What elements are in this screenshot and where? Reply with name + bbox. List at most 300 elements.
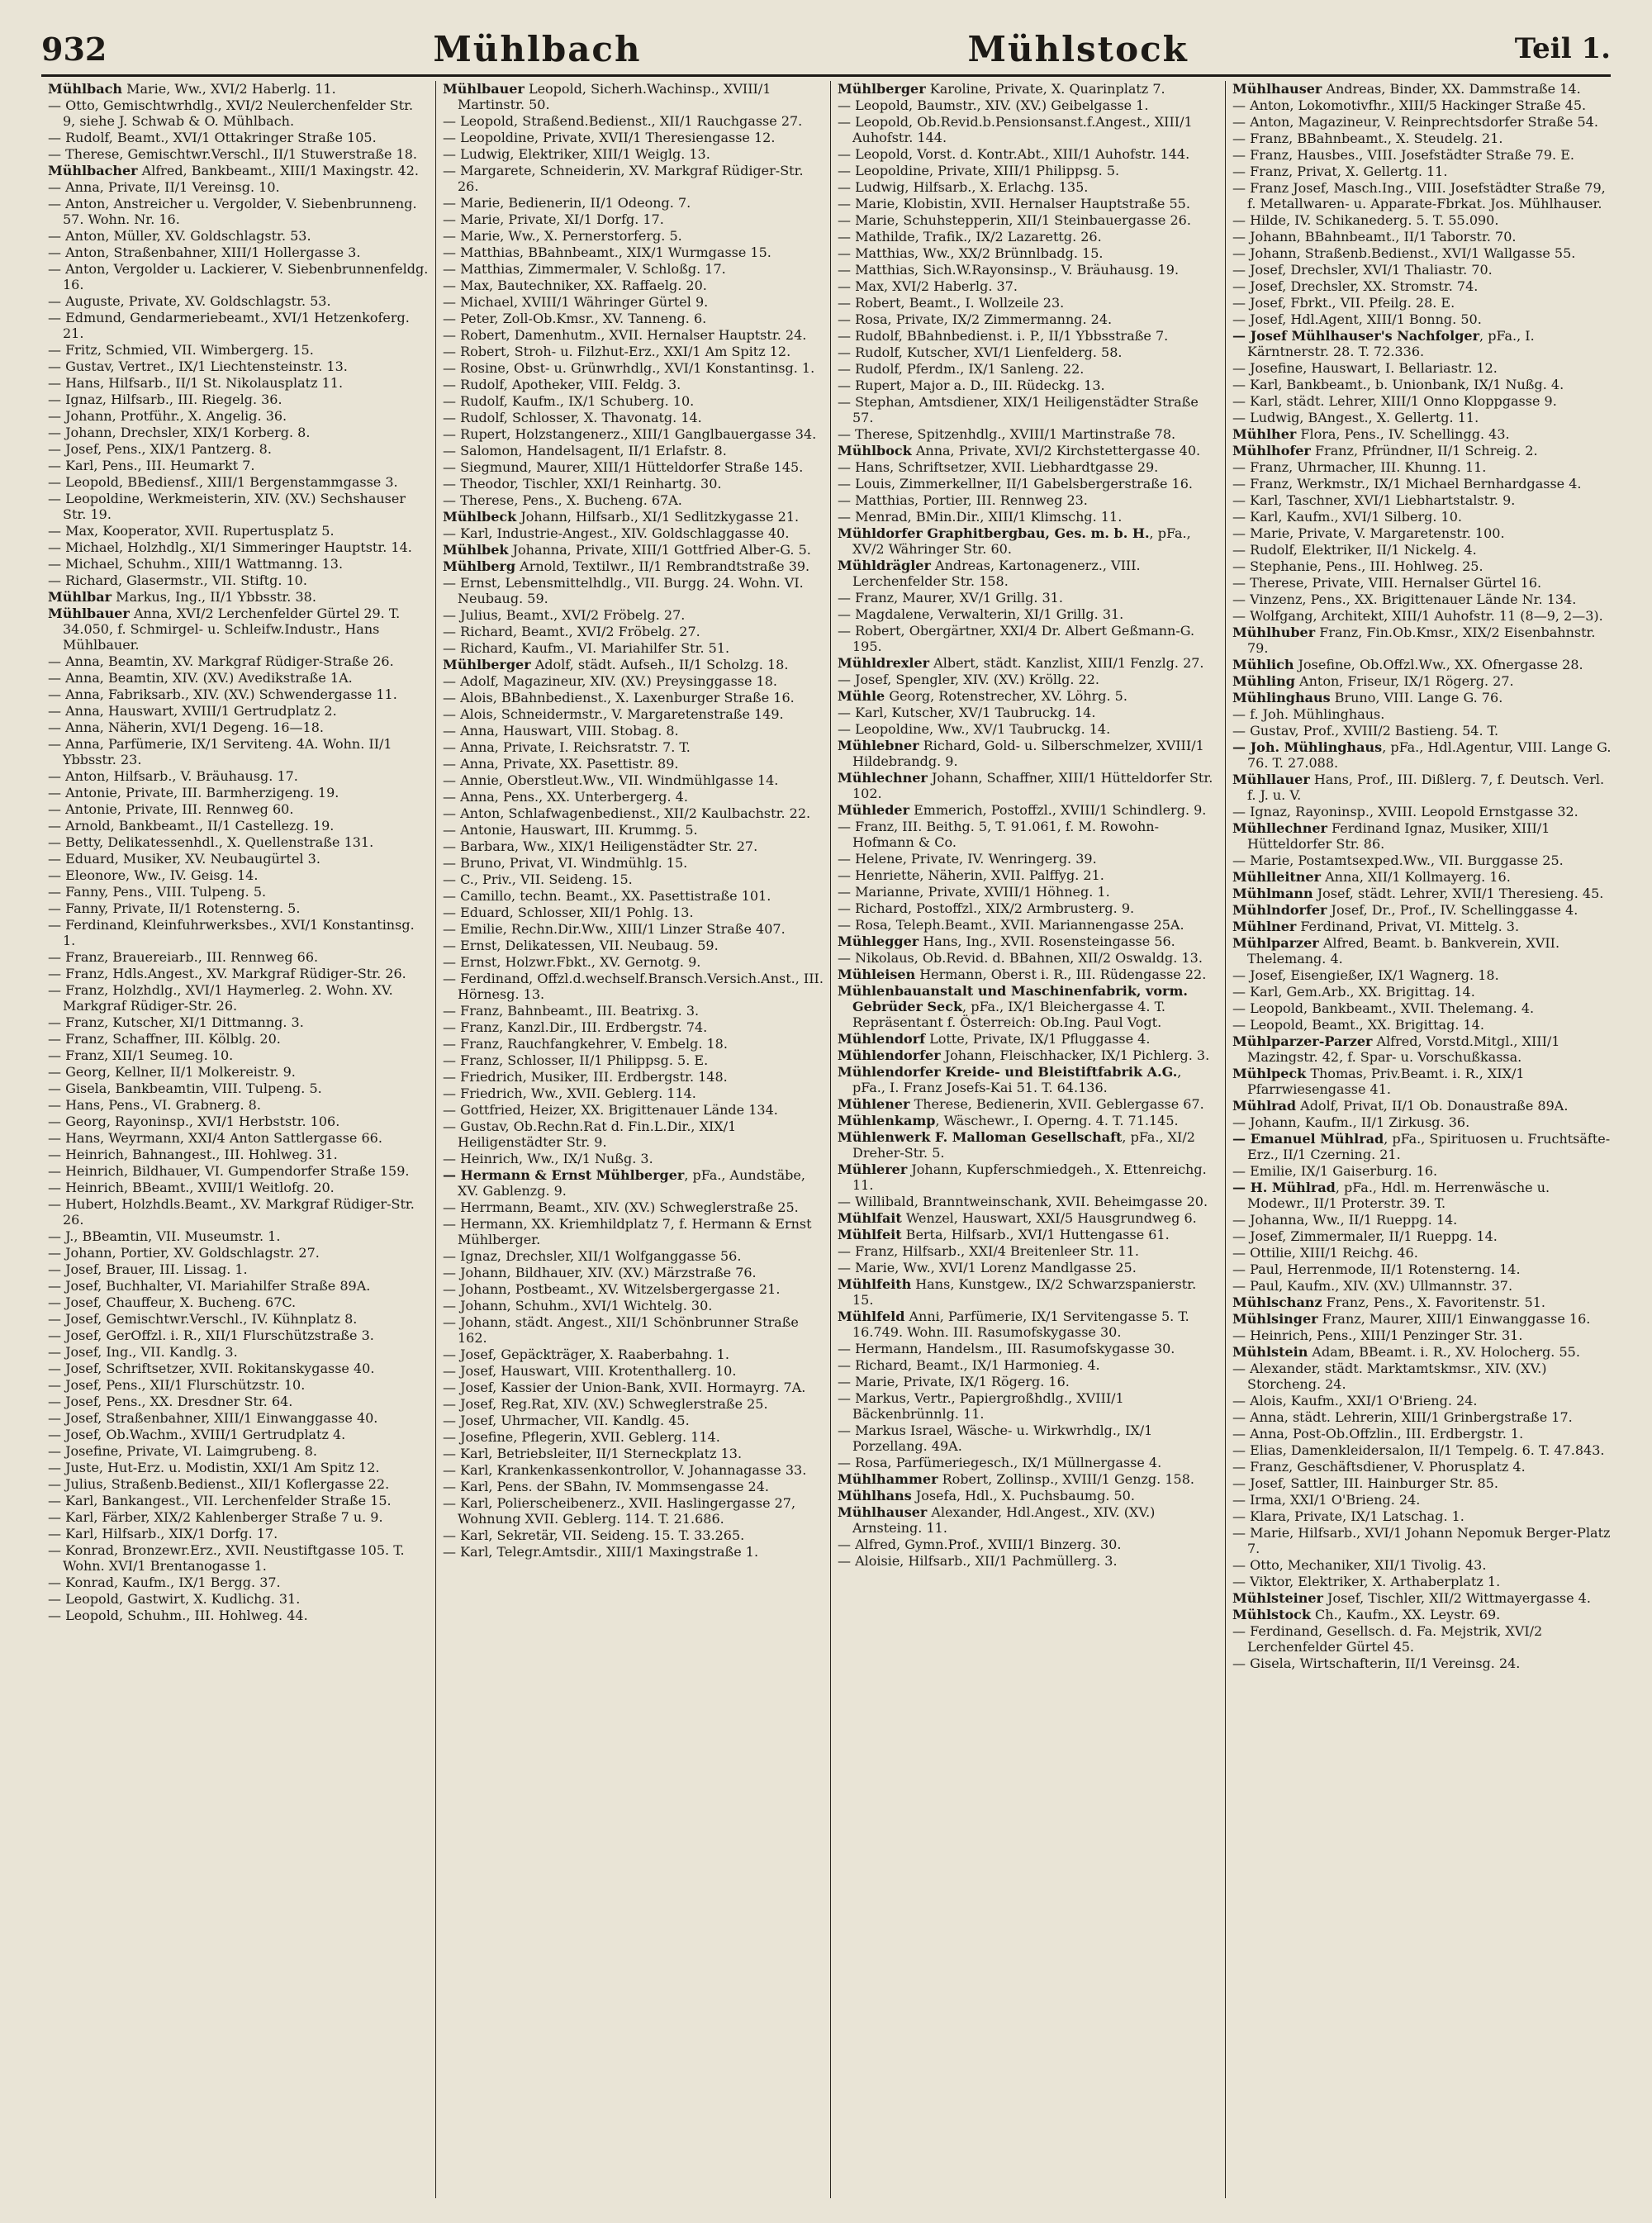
directory-entry (443, 195, 824, 211)
directory-entry (443, 130, 824, 145)
entry-text: — Heinrich, Bildhauer, VI. Gumpendorfer Straße 159. (48, 1163, 410, 1179)
directory-entry (838, 606, 1218, 622)
entry-text: — Karl, Pens. der SBahn, IV. Mommsengasse 24. (443, 1479, 769, 1494)
entry-text: — Robert, Stroh- u. Filzhut-Erz., XXI/1 Am Spitz 12. (443, 344, 791, 359)
entry-text: — Marie, Hilfsarb., XVI/1 Johann Nepomuk Berger-Platz 7. (1232, 1525, 1611, 1556)
entry-text: — Josef, Pens., XX. Dresdner Str. 64. (48, 1394, 293, 1409)
directory-entry (838, 1227, 1218, 1242)
entry-text: Georg, Rotenstrecher, XV. Löhrg. 5. (885, 688, 1127, 704)
entry-text: — Herrmann, Beamt., XIV. (XV.) Schweglerstraße 25. (443, 1199, 799, 1215)
entry-surname: Mühlbek (443, 542, 509, 558)
directory-entry (838, 672, 1218, 687)
entry-text: — Antonie, Private, III. Rennweg 60. (48, 801, 294, 817)
entry-text: — Rosa, Parfümeriegesch., IX/1 Müllnergasse 4. (838, 1455, 1162, 1470)
entry-text: , pFa., XV/2 Währinger Str. 60. (852, 525, 1191, 557)
entry-text: — Josef, Drechsler, XVI/1 Thaliastr. 70. (1232, 262, 1493, 278)
directory-entry (48, 1361, 429, 1376)
directory-entry (48, 1014, 429, 1030)
directory-entry (443, 640, 824, 656)
directory-entry (443, 426, 824, 442)
directory-entry (1232, 690, 1614, 705)
entry-text: — Therese, Spitzenhdlg., XVIII/1 Martinstraße 78. (838, 426, 1176, 442)
directory-entry (1232, 967, 1614, 983)
entry-text: — Leopold, BBediensf., XIII/1 Bergenstammgasse 3. (48, 474, 398, 490)
directory-entry (838, 212, 1218, 228)
directory-entry (838, 738, 1218, 769)
entry-text: Albert, städt. Kanzlist, XIII/1 Fenzlg. 27. (929, 655, 1204, 671)
directory-entry (443, 1446, 824, 1461)
entry-text: — Hubert, Holzhdls.Beamt., XV. Markgraf Rüdiger-Str. 26. (48, 1196, 415, 1228)
entry-text: — Leopold, Bankbeamt., XVII. Thelemang. 4. (1232, 1000, 1535, 1016)
directory-entry (1232, 1442, 1614, 1458)
entry-text: — Ludwig, BAngest., X. Gellertg. 11. (1232, 410, 1479, 425)
entry-text: Markus, Ing., II/1 Ybbsstr. 38. (112, 589, 316, 605)
entry-text: — Irma, XXI/1 O'Brieng. 24. (1232, 1492, 1421, 1508)
entry-text: — Johann, Drechsler, XIX/1 Korberg. 8. (48, 425, 311, 440)
entry-text: — Anna, Private, I. Reichsratstr. 7. T. (443, 739, 691, 755)
directory-entry (48, 1311, 429, 1327)
entry-text: — Anton, Straßenbahner, XIII/1 Hollergasse 3. (48, 245, 361, 260)
directory-entry (48, 1328, 429, 1343)
directory-entry (838, 245, 1218, 261)
entry-text: — Marie, Bedienerin, II/1 Odeong. 7. (443, 195, 691, 211)
entry-text: — Hermann, XX. Kriemhildplatz 7, f. Hermann & Ernst Mühlberger. (443, 1216, 812, 1247)
entry-text: — Antonie, Private, III. Barmherzigeng. 19. (48, 785, 339, 800)
entry-text: — Karl, Hilfsarb., XIX/1 Dorfg. 17. (48, 1526, 278, 1541)
entry-text: — Rosine, Obst- u. Grünwrhdlg., XVI/1 Konstantinsg. 1. (443, 360, 815, 376)
entry-text: — Hans, Schriftsetzer, XVII. Liebhardtgasse 29. (838, 459, 1159, 475)
directory-entry (1232, 295, 1614, 311)
entry-text: — Johann, Portier, XV. Goldschlagstr. 27. (48, 1245, 320, 1261)
directory-entry (1232, 1557, 1614, 1573)
directory-entry (1232, 459, 1614, 475)
entry-text: — Richard, Glasermstr., VII. Stiftg. 10. (48, 572, 307, 588)
directory-entry (443, 1380, 824, 1395)
entry-text: — Emilie, IX/1 Gaiserburg. 16. (1232, 1163, 1438, 1179)
entry-text: — Franz Josef, Masch.Ing., VIII. Josefstädter Straße 79, f. Metallwaren- u. Apparate-Fbrkat. Jos. Mühlhauser. (1232, 180, 1606, 211)
entry-text: — Mathilde, Trafik., IX/2 Lazarettg. 26. (838, 229, 1102, 245)
entry-surname: Mühlhofer (1232, 443, 1311, 458)
entry-text: Adolf, Privat, II/1 Ob. Donaustraße 89A. (1296, 1098, 1569, 1114)
entry-text: — Hans, Pens., VI. Grabnerg. 8. (48, 1097, 261, 1113)
entry-surname: — Emanuel Mühlrad (1232, 1131, 1384, 1147)
entry-surname: Mühlstock (1232, 1607, 1311, 1622)
entry-surname: Mühlerer (838, 1161, 908, 1177)
directory-entry (838, 344, 1218, 360)
directory-entry (48, 1147, 429, 1162)
directory-entry (48, 556, 429, 572)
entry-text: — Josef, Buchhalter, VI. Mariahilfer Straße 89A. (48, 1278, 371, 1294)
directory-entry (48, 1410, 429, 1426)
entry-surname: Mühlebner (838, 738, 919, 753)
entry-text: — Josef, Reg.Rat, XIV. (XV.) Schweglerstraße 25. (443, 1396, 768, 1412)
entry-text: — Hans, Hilfsarb., II/1 St. Nikolausplatz 11. (48, 375, 344, 391)
directory-entry (1232, 377, 1614, 392)
directory-entry (48, 917, 429, 948)
directory-entry (443, 805, 824, 821)
directory-entry (443, 146, 824, 162)
entry-text: — Franz, Maurer, XV/1 Grillg. 31. (838, 590, 1063, 606)
directory-entry (1232, 935, 1614, 967)
directory-entry (1232, 426, 1614, 442)
entry-text: — Otto, Gemischtwrhdlg., XVI/2 Neulerchenfelder Str. 9, siehe J. Schwab & O. Mühlbach. (48, 97, 414, 129)
column-2 (436, 81, 831, 2198)
entry-text: — Franz, Werkmstr., IX/1 Michael Bernhardgasse 4. (1232, 476, 1582, 492)
entry-text: — Karl, Sekretär, VII. Seideng. 15. T. 33.265. (443, 1527, 745, 1543)
entry-text: — Leopold, Straßend.Bedienst., XII/1 Rauchgasse 27. (443, 113, 803, 129)
directory-entry (443, 1462, 824, 1478)
entry-text: — Richard, Postoffzl., XIX/2 Armbrusterg. 9. (838, 900, 1135, 916)
entry-text: — Ignaz, Drechsler, XII/1 Wolfganggasse 56. (443, 1248, 742, 1264)
directory-entry (48, 572, 429, 588)
entry-text: — Leopold, Beamt., XX. Brigittag. 14. (1232, 1017, 1484, 1033)
column-3 (831, 81, 1226, 2198)
directory-entry (443, 294, 824, 310)
directory-entry (48, 606, 429, 653)
directory-entry (48, 1047, 429, 1063)
entry-text: — Franz, Schaffner, III. Kölblg. 20. (48, 1031, 281, 1047)
directory-entry (48, 523, 429, 539)
directory-entry (443, 377, 824, 392)
directory-entry (443, 1167, 824, 1199)
directory-entry (443, 1119, 824, 1150)
entry-text: — Matthias, Sich.W.Rayonsinsp., V. Bräuhausg. 19. (838, 262, 1180, 278)
entry-text: — Gottfried, Heizer, XX. Brigittenauer Lände 134. (443, 1102, 778, 1118)
entry-text: — Josef, Eisengießer, IX/1 Wagnerg. 18. (1232, 967, 1499, 983)
entry-surname: — Joh. Mühlinghaus (1232, 739, 1383, 755)
entry-surname: Mühlenkamp (838, 1113, 936, 1128)
directory-entry (48, 1180, 429, 1195)
directory-entry (1232, 1311, 1614, 1327)
entry-text: — Johanna, Ww., II/1 Rueppg. 14. (1232, 1212, 1458, 1228)
entry-text: — Alexander, städt. Marktamtskmsr., XIV. (XV.) Storcheng. 24. (1232, 1361, 1547, 1392)
directory-entry (48, 179, 429, 195)
entry-text: — Franz, Hausbes., VIII. Josefstädter Straße 79. E. (1232, 147, 1574, 163)
entry-text: — Ottilie, XIII/1 Reichg. 46. (1232, 1245, 1418, 1261)
entry-text: — Michael, XVIII/1 Währinger Gürtel 9. (443, 294, 709, 310)
directory-entry (48, 1460, 429, 1475)
entry-text: — Josef, GerOffzl. i. R., XII/1 Flurschützstraße 3. (48, 1328, 374, 1343)
directory-entry (1232, 804, 1614, 819)
directory-entry (1232, 509, 1614, 525)
directory-entry (838, 705, 1218, 720)
directory-entry (838, 492, 1218, 508)
entry-text: — Ferdinand, Gesellsch. d. Fa. Mejstrik, XVI/2 Lerchenfelder Gürtel 45. (1232, 1623, 1543, 1655)
entry-surname: Mühlfeith (838, 1276, 912, 1292)
directory-entry (443, 245, 824, 260)
entry-surname: Mühlparzer (1232, 935, 1319, 951)
directory-entry (48, 342, 429, 358)
entry-text: Franz, Fin.Ob.Kmsr., XIX/2 Eisenbahnstr. 79. (1247, 625, 1596, 656)
entry-text: Alfred, Vorstd.Mitgl., XIII/1 Mazingstr. 42, f. Spar- u. Vorschußkassa. (1247, 1033, 1560, 1065)
directory-entry (838, 967, 1218, 982)
entry-text: — Marie, Klobistin, XVII. Hernalser Hauptstraße 55. (838, 196, 1190, 211)
directory-entry (838, 983, 1218, 1030)
entry-text: — Karl, Betriebsleiter, II/1 Sterneckplatz 13. (443, 1446, 743, 1461)
directory-entry (1232, 1261, 1614, 1277)
directory-entry (838, 590, 1218, 606)
columns (41, 81, 1621, 2198)
directory-entry (443, 690, 824, 705)
entry-text: Therese, Bedienerin, XVII. Geblergasse 67. (909, 1096, 1204, 1112)
directory-entry (1232, 311, 1614, 327)
page-number: 932 (41, 30, 107, 68)
entry-text: — Fritz, Schmied, VII. Wimbergerg. 15. (48, 342, 314, 358)
directory-entry (1232, 1131, 1614, 1162)
entry-text: — Viktor, Elektriker, X. Arthaberplatz 1. (1232, 1574, 1501, 1589)
entry-text: — Peter, Zoll-Ob.Kmsr., XV. Tanneng. 6. (443, 311, 707, 326)
entry-text: Thomas, Priv.Beamt. i. R., XIX/1 Pfarrwiesengasse 41. (1247, 1066, 1525, 1097)
directory-entry (838, 1309, 1218, 1340)
entry-text: — Gisela, Wirtschafterin, II/1 Vereinsg. 24. (1232, 1655, 1521, 1671)
directory-entry (1232, 114, 1614, 130)
entry-surname: Mühlschanz (1232, 1294, 1322, 1310)
entry-text: Franz, Pfründner, II/1 Schreig. 2. (1310, 443, 1538, 458)
directory-entry (48, 1081, 429, 1096)
entry-text: — Karl, Taschner, XVI/1 Liebhartstalstr. 9. (1232, 492, 1516, 508)
entry-text: Marie, Ww., XVI/2 Haberlg. 11. (121, 81, 336, 97)
entry-text: Anna, Private, XVI/2 Kirchstettergasse 40. (911, 443, 1201, 458)
directory-entry (443, 261, 824, 277)
entry-text: Josef, Dr., Prof., IV. Schellinggasse 4. (1327, 902, 1578, 918)
directory-entry (1232, 97, 1614, 113)
right-catchword: Mühlstock (967, 28, 1189, 69)
entry-text: — Robert, Damenhutm., XVII. Hernalser Hauptstr. 24. (443, 327, 807, 343)
directory-entry (48, 1377, 429, 1393)
entry-text: — Adolf, Magazineur, XIV. (XV.) Preysinggasse 18. (443, 673, 777, 689)
directory-entry (443, 1199, 824, 1215)
directory-entry (1232, 1245, 1614, 1261)
directory-entry (48, 1476, 429, 1492)
directory-entry (838, 1064, 1218, 1095)
directory-entry (1232, 1212, 1614, 1228)
entry-surname: Mühllechner (1232, 820, 1327, 836)
entry-text: — Josef, Hauswart, VIII. Krotenthallerg. 10. (443, 1363, 737, 1379)
directory-entry (443, 211, 824, 227)
entry-text: — Johann, Postbeamt., XV. Witzelsbergergasse 21. (443, 1281, 781, 1297)
entry-surname: Mühlberg (443, 558, 516, 574)
directory-entry (48, 768, 429, 784)
entry-surname: Mühlbach (48, 81, 122, 97)
directory-entry (443, 558, 824, 574)
directory-entry (1232, 919, 1614, 934)
entry-text: — Johann, Kaufm., II/1 Zirkusg. 36. (1232, 1114, 1470, 1130)
directory-entry (48, 884, 429, 900)
directory-entry (838, 1047, 1218, 1063)
entry-text: — Bruno, Privat, VI. Windmühlg. 15. (443, 855, 688, 871)
entry-text: — Emilie, Rechn.Dir.Ww., XIII/1 Linzer Straße 407. (443, 921, 786, 937)
entry-text: — Rudolf, Schlosser, X. Thavonatg. 14. (443, 410, 702, 425)
directory-entry (48, 653, 429, 669)
entry-surname: Mühlener (838, 1096, 910, 1112)
entry-text: — Karl, Telegr.Amtsdir., XIII/1 Maxingstraße 1. (443, 1544, 759, 1560)
directory-entry (838, 1031, 1218, 1047)
directory-entry (443, 756, 824, 772)
directory-entry (838, 1374, 1218, 1389)
entry-surname: Mühlstein (1232, 1344, 1308, 1360)
entry-surname: Mühleder (838, 802, 910, 818)
directory-entry (1232, 1328, 1614, 1343)
directory-entry (838, 229, 1218, 245)
entry-text: — Ferdinand, Offzl.d.wechself.Bransch.Versich.Anst., III. Hörnesg. 13. (443, 971, 824, 1002)
directory-entry (1232, 328, 1614, 359)
directory-entry (1232, 820, 1614, 852)
entry-text: — Matthias, Portier, III. Rennweg 23. (838, 492, 1088, 508)
directory-entry (443, 1413, 824, 1428)
entry-text: — Johann, städt. Angest., XII/1 Schönbrunner Straße 162. (443, 1314, 799, 1346)
entry-text: — Konrad, Kaufm., IX/1 Bergg. 37. (48, 1575, 281, 1590)
directory-entry (838, 900, 1218, 916)
directory-entry (48, 1196, 429, 1228)
entry-surname: — Josef Mühlhauser's Nachfolger (1232, 328, 1480, 344)
entry-surname: Mühllauer (1232, 772, 1310, 787)
directory-entry (838, 1243, 1218, 1259)
directory-entry (443, 311, 824, 326)
entry-text: — Antonie, Hauswart, III. Krummg. 5. (443, 822, 698, 838)
directory-entry (1232, 262, 1614, 278)
entry-surname: Mühlechner (838, 770, 928, 786)
entry-text: — Josef, Hdl.Agent, XIII/1 Bonng. 50. (1232, 311, 1482, 327)
directory-entry (48, 1064, 429, 1080)
entry-surname: Mühlenwerk F. Malloman Gesellschaft (838, 1129, 1123, 1145)
entry-surname: Mühlbock (838, 443, 912, 458)
directory-entry (1232, 147, 1614, 163)
entry-text: , pFa., Hdl. m. Herrenwäsche u. Modewr., II/1 Proterstr. 39. T. (1247, 1180, 1550, 1211)
entry-text: — Karl, Gem.Arb., XX. Brigittag. 14. (1232, 984, 1475, 1000)
directory-entry (1232, 558, 1614, 574)
column-1 (41, 81, 436, 2198)
directory-entry (443, 1298, 824, 1313)
entry-surname: Mühlhuber (1232, 625, 1316, 640)
entry-text: — Franz, Hilfsarb., XXI/4 Breitenleer Str. 11. (838, 1243, 1139, 1259)
entry-text: — Magdalene, Verwalterin, XI/1 Grillg. 31. (838, 606, 1124, 622)
entry-text: — Karl, Krankenkassenkontrollor, V. Johannagasse 33. (443, 1462, 807, 1478)
entry-text: — Hans, Weyrmann, XXI/4 Anton Sattlergasse 66. (48, 1130, 382, 1146)
entry-text: — Ludwig, Elektriker, XIII/1 Weiglg. 13. (443, 146, 710, 162)
directory-entry (48, 130, 429, 145)
entry-text: — Franz, Uhrmacher, III. Khunng. 11. (1232, 459, 1487, 475)
entry-text: — Heinrich, Bahnangest., III. Hohlweg. 31. (48, 1147, 338, 1162)
directory-entry (838, 525, 1218, 557)
entry-surname: — Hermann & Ernst Mühlberger (443, 1167, 685, 1183)
directory-entry (48, 720, 429, 735)
entry-text: — Eleonore, Ww., IV. Geisg. 14. (48, 867, 259, 883)
directory-entry (1232, 1180, 1614, 1211)
entry-text: — Johann, Protführ., X. Angelig. 36. (48, 408, 287, 424)
entry-text: — Anna, Post-Ob.Offzlin., III. Erdbergstr. 1. (1232, 1426, 1524, 1442)
entry-text: — Gustav, Prof., XVIII/2 Bastieng. 54. T. (1232, 723, 1499, 739)
directory-entry (443, 542, 824, 558)
entry-text: Wenzel, Hauswart, XXI/5 Hausgrundweg 6. (901, 1210, 1197, 1226)
entry-surname: Mühlich (1232, 657, 1294, 672)
directory-entry (48, 785, 429, 800)
entry-text: — Franz, Hdls.Angest., XV. Markgraf Rüdiger-Str. 26. (48, 966, 406, 981)
entry-text: — Anna, Hauswart, VIII. Stobag. 8. (443, 723, 679, 739)
entry-text: — Josef, Pens., XII/1 Flurschützstr. 10. (48, 1377, 306, 1393)
directory-entry (1232, 229, 1614, 245)
entry-text: Hans, Ing., XVII. Rosensteingasse 56. (919, 933, 1175, 949)
directory-entry (838, 1504, 1218, 1536)
entry-text: Johann, Fleischhacker, IX/1 Pichlerg. 3. (940, 1047, 1210, 1063)
directory-entry (443, 393, 824, 409)
entry-text: — Eduard, Musiker, XV. Neubaugürtel 3. (48, 851, 320, 867)
entry-text: — Richard, Beamt., XVI/2 Fröbelg. 27. (443, 624, 700, 639)
directory-entry (443, 822, 824, 838)
directory-entry (1232, 625, 1614, 656)
entry-text: — Anton, Anstreicher u. Vergolder, V. Siebenbrunneng. 57. Wohn. Nr. 16. (48, 196, 417, 227)
directory-entry (1232, 673, 1614, 689)
entry-surname: Mühlbeck (443, 509, 517, 525)
directory-entry (48, 1608, 429, 1623)
entry-text: Robert, Zollinsp., XVIII/1 Genzg. 158. (938, 1471, 1194, 1487)
directory-entry (443, 1265, 824, 1280)
entry-text: — Karl, Industrie-Angest., XIV. Goldschlaggasse 40. (443, 525, 790, 541)
entry-text: — Anna, Parfümerie, IX/1 Serviteng. 4A. Wohn. II/1 Ybbsstr. 23. (48, 736, 392, 767)
entry-surname: Mühlbar (48, 589, 112, 605)
directory-entry (1232, 1278, 1614, 1294)
entry-text: Ferdinand Ignaz, Musiker, XIII/1 Hütteldorfer Str. 86. (1247, 820, 1550, 852)
entry-text: — Rudolf, Kaufm., IX/1 Schuberg. 10. (443, 393, 695, 409)
entry-text: — Anna, Private, XX. Pasettistr. 89. (443, 756, 679, 772)
directory-entry (48, 310, 429, 341)
directory-entry (1232, 984, 1614, 1000)
entry-text: — Karl, Färber, XIX/2 Kahlenberger Straße 7 u. 9. (48, 1509, 383, 1525)
directory-entry (48, 949, 429, 965)
directory-entry (1232, 591, 1614, 607)
directory-entry (48, 867, 429, 883)
directory-entry (1232, 1393, 1614, 1408)
entry-text: Bruno, VIII. Lange G. 76. (1330, 690, 1503, 705)
entry-text: — Margarete, Schneiderin, XV. Markgraf Rüdiger-Str. 26. (443, 163, 804, 194)
directory-entry (1232, 1492, 1614, 1508)
directory-entry (443, 971, 824, 1002)
entry-text: — Matthias, BBahnbeamt., XIX/1 Wurmgasse 15. (443, 245, 771, 260)
entry-text: — Juste, Hut-Erz. u. Modistin, XXI/1 Am Spitz 12. (48, 1460, 380, 1475)
directory-entry (1232, 723, 1614, 739)
directory-entry (443, 1429, 824, 1445)
entry-text: — Hilde, IV. Schikanederg. 5. T. 55.090. (1232, 212, 1499, 228)
directory-entry (48, 1228, 429, 1244)
entry-text: — Alois, BBahnbedienst., X. Laxenburger Straße 16. (443, 690, 795, 705)
directory-entry (443, 1069, 824, 1085)
entry-text: — Edmund, Gendarmeriebeamt., XVI/1 Hetzenkoferg. 21. (48, 310, 410, 341)
directory-entry (1232, 1508, 1614, 1524)
directory-entry (838, 802, 1218, 818)
entry-text: — Rosa, Teleph.Beamt., XVII. Mariannengasse 25A. (838, 917, 1184, 933)
column-4 (1226, 81, 1621, 2198)
entry-text: — Josef, Zimmermaler, II/1 Rueppg. 14. (1232, 1228, 1498, 1244)
entry-text: — Josef, Gemischtwr.Verschl., IV. Kühnplatz 8. (48, 1311, 358, 1327)
directory-entry (838, 721, 1218, 737)
directory-entry (443, 1544, 824, 1560)
directory-entry (48, 441, 429, 457)
entry-surname: Mühling (1232, 673, 1295, 689)
entry-surname: Mühlbacher (48, 163, 138, 178)
entry-text: — Willibald, Branntweinschank, XVII. Beheimgasse 20. (838, 1194, 1208, 1209)
entry-text: — Johann, Straßenb.Bedienst., XVI/1 Wallgasse 55. (1232, 245, 1576, 261)
directory-entry (48, 1493, 429, 1508)
entry-text: Hans, Kunstgew., IX/2 Schwarzspanierstr. 15. (852, 1276, 1197, 1308)
directory-entry (443, 1363, 824, 1379)
entry-text: — Rudolf, Apotheker, VIII. Feldg. 3. (443, 377, 681, 392)
entry-text: — Josef, Sattler, III. Hainburger Str. 85. (1232, 1475, 1498, 1491)
entry-text: — Leopoldine, Werkmeisterin, XIV. (XV.) Sechshauser Str. 19. (48, 491, 406, 522)
entry-text: Alfred, Beamt. b. Bankverein, XVII. Thelemang. 4. (1247, 935, 1560, 967)
directory-entry (1232, 1098, 1614, 1114)
directory-entry (443, 163, 824, 194)
entry-surname: — H. Mühlrad (1232, 1180, 1336, 1195)
directory-entry (443, 954, 824, 970)
